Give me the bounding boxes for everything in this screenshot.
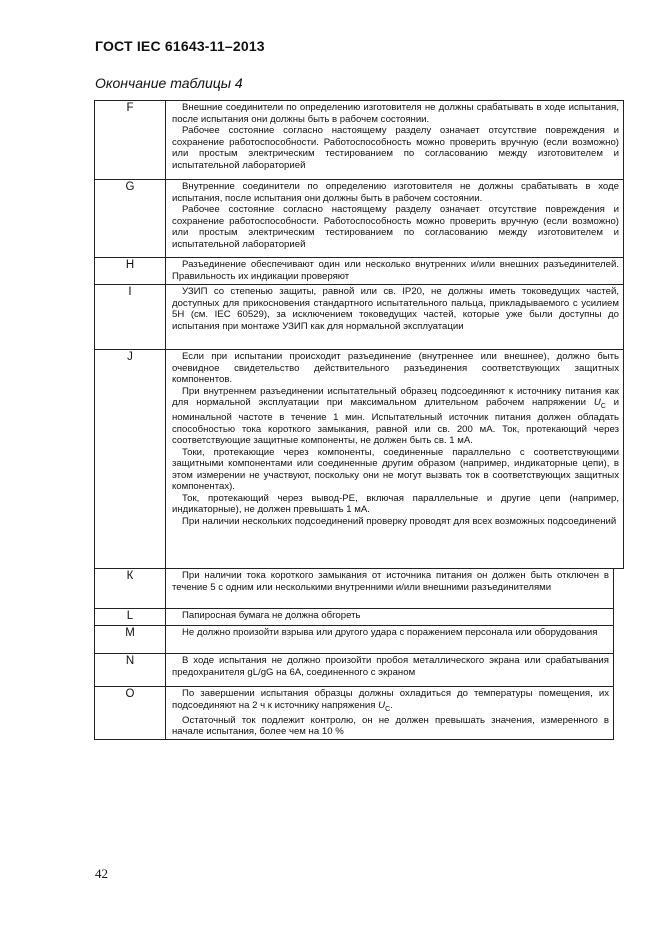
row-code: I	[95, 285, 166, 349]
row-code: К	[95, 569, 166, 608]
row-code: O	[95, 687, 166, 739]
row-text: Папиросная бумага не должна обгореть	[182, 610, 361, 621]
uc-paragraph: По завершении испытания образцы должны охладиться до температуры помещения, их подсоединяют на 2 ч к источнику напряжения $U_C$.	[172, 688, 609, 713]
row-code: H	[95, 258, 166, 284]
table-row	[94, 285, 624, 350]
row-text: УЗИП со степенью защиты, равной или св. IP20, не должны иметь токоведущих частей, доступных для прикосновения стандартного испытательного пальца, прикладываемого с усилием 5Н (см. IEC 60529), за исключением токоведущих частей, которые уже были доступны до испытания при монтаже УЗИП как для нормальной эксплуатации	[172, 286, 619, 332]
row-code: M	[95, 626, 166, 653]
page-number: 42	[95, 866, 108, 881]
row-text: Если при испытании происходит разъединение (внутреннее или внешнее), должно быть очевидное свидетельство действительного разъединения соответствующих защитных компонентов. При внутреннем разъединении испытательный образец подсоединяют к источнику питания как для нормальной эксплуатации при максимальном длительном рабочем напряжении $U_C$ и номинальной частоте в течение 1 мин. Испытательный источник питания должен обладать способностью тока короткого замыкания, равной или св. 200 мА. Ток, протекающий через соответствующие защитные компоненты, не должен быть св. 1 мА. Токи, протекающие через компоненты, соединенные параллельно с соответствующими защитными компонентами или соединенные другим образом (например, индикаторные цепи), в этом измерении не участвуют, поскольку они не могут вызвать ток в соответствующих защитных компонентах). Ток, протекающий через вывод-PE, включая параллельные и другие цепи (например, индикаторные), не должен превышать 1 мА. При наличии нескольких подсоединений проверку проводят для всех возможных подсоединений	[172, 351, 620, 527]
uc-paragraph: При внутреннем разъединении испытательный образец подсоединяют к источнику питания как для нормальной эксплуатации при максимальном длительном рабочем напряжении $U_C$ и номинальной частоте в течение 1 мин. Испытательный источник питания должен обладать способностью тока короткого замыкания, равной или св. 200 мА. Ток, протекающий через соответствующие защитные компоненты, не должен быть св. 1 мА.	[172, 385, 620, 447]
row-code: N	[95, 654, 166, 686]
table-row	[94, 180, 624, 258]
table-row	[94, 100, 624, 180]
row-text: Не должно произойти взрыва или другого удара с поражением персонала или оборудования	[182, 627, 598, 638]
row-code: L	[95, 609, 166, 625]
row-text: Внешние соединители по определению изготовителя не должны срабатывать в ходе испытания, после испытания они должны быть в рабочем состоянии. Рабочее состояние согласно настоящему разделу означает отсутствие повреждения и сохранение работоспособности. Работоспособность можно проверить вручную (если возможно) или простым электрическим тестированием по согласованию между изготовителем и испытательной лабораторией	[172, 102, 619, 171]
row-text: Разъединение обеспечивают один или несколько внутренних и/или внешних разъединителей. Правильность их индикации проверяют	[172, 259, 619, 282]
row-code: J	[95, 350, 166, 568]
table-row	[94, 687, 614, 740]
row-text: В ходе испытания не должно произойти пробоя металлического экрана или срабатывания предохранителя gL/gG на 6А, соединенного с экраном	[172, 655, 609, 678]
row-text: При наличии тока короткого замыкания от источника питания он должен быть отключен в течение 5 с одним или несколькими внутренними и/или внешними разъединителями	[172, 570, 609, 593]
table-row	[94, 626, 614, 654]
requirements-table	[94, 100, 624, 740]
table-row	[94, 654, 614, 687]
row-code: F	[95, 101, 166, 179]
table-caption: Окончание таблицы 4	[95, 75, 243, 91]
row-text: По завершении испытания образцы должны охладиться до температуры помещения, их подсоединяют на 2 ч к источнику напряжения $U_C$. Остаточный ток подлежит контролю, он не должен превышать значения, измеренного в начале испытания, более чем на 10 %	[172, 688, 609, 738]
table-row	[94, 258, 624, 285]
table-row	[94, 609, 614, 626]
row-text: Внутренние соединители по определению изготовителя не должны срабатывать в ходе испытания, после испытания они должны быть в рабочем состоянии. Рабочее состояние согласно настоящему разделу означает отсутствие повреждения и сохранение работоспособности. Работоспособность можно проверить вручную (если возможно) или простым электрическим тестированием по согласованию между изготовителем и испытательной лабораторией	[172, 181, 619, 250]
row-code: G	[95, 180, 166, 257]
table-row	[94, 569, 614, 609]
table-row	[94, 350, 624, 569]
document-header: ГОСТ IEC 61643-11–2013	[95, 38, 265, 54]
